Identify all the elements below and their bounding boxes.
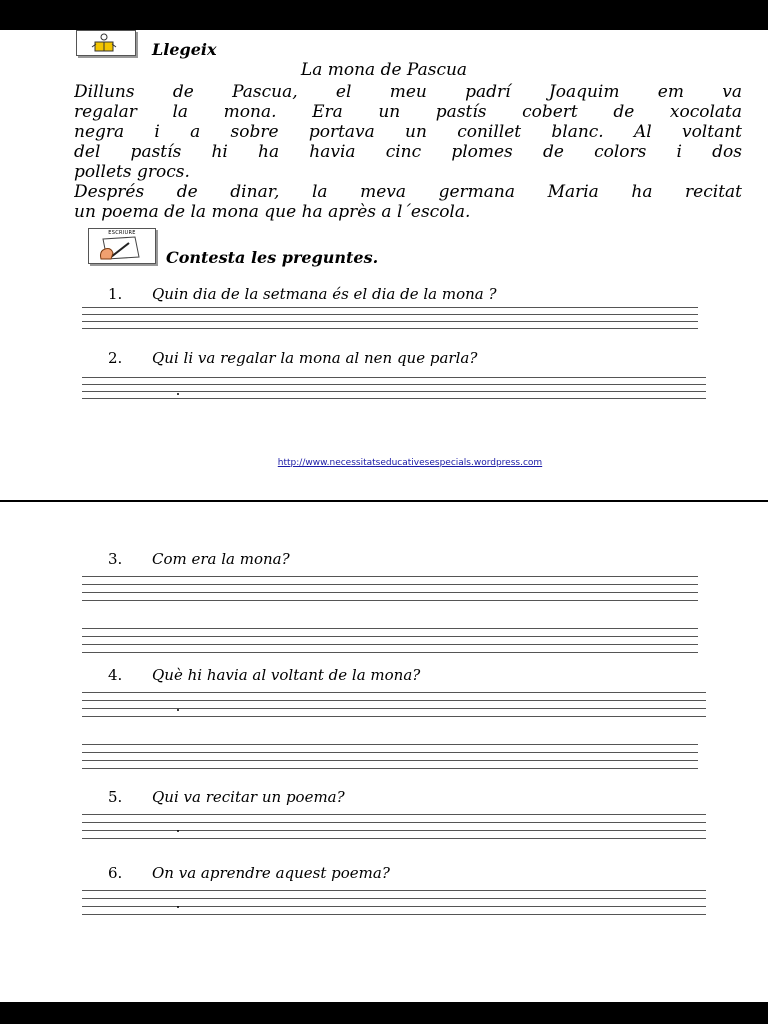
answer-line[interactable]: [82, 328, 698, 329]
story-line: regalar la mona. Era un pastís cobert de xocolata: [74, 102, 742, 122]
question-text: Què hi havia al voltant de la mona?: [152, 666, 421, 684]
answer-line[interactable]: [82, 600, 698, 601]
answer-line[interactable]: [82, 838, 706, 839]
answer-line[interactable]: [82, 898, 706, 899]
answer-line[interactable]: [82, 307, 698, 308]
answer-line[interactable]: [82, 768, 698, 769]
answer-line[interactable]: [82, 398, 706, 399]
answer-line[interactable]: [82, 592, 698, 593]
answer-line[interactable]: [82, 744, 698, 745]
answer-line[interactable]: [82, 752, 698, 753]
question-text: Com era la mona?: [152, 550, 290, 568]
answer-line[interactable]: [82, 708, 706, 709]
write-pictogram-label: ESCRIURE: [108, 230, 136, 236]
answer-line[interactable]: [82, 384, 706, 385]
answer-line[interactable]: [82, 906, 706, 907]
answer-line[interactable]: [82, 644, 698, 645]
story-line: Després de dinar, la meva germana Maria ha recitat: [74, 182, 742, 202]
answer-line[interactable]: [82, 628, 698, 629]
answer-line[interactable]: [82, 914, 706, 915]
dot-mark: [177, 906, 179, 908]
question-text: On va aprendre aquest poema?: [152, 864, 390, 882]
question-text: Qui li va regalar la mona al nen que parla?: [152, 349, 478, 367]
question-number: 2.: [108, 349, 123, 367]
question-2: [108, 349, 477, 367]
answer-line[interactable]: [82, 822, 706, 823]
question-4: [108, 666, 420, 684]
question-5: [108, 788, 345, 806]
question-number: 1.: [108, 285, 123, 303]
read-instruction: Llegeix: [152, 40, 217, 59]
answer-line[interactable]: [82, 814, 706, 815]
answer-line[interactable]: [82, 890, 706, 891]
answer-line[interactable]: [82, 576, 698, 577]
dot-mark: [177, 830, 179, 832]
worksheet-page-1: [0, 30, 768, 500]
answer-line[interactable]: [82, 314, 698, 315]
question-text: Quin dia de la setmana és el dia de la mona ?: [152, 285, 497, 303]
story-line: pollets grocs.: [74, 162, 190, 182]
question-6: [108, 864, 390, 882]
story-line: Dilluns de Pascua, el meu padrí Joaquim em va: [74, 82, 742, 102]
worksheet-page-2: [0, 502, 768, 1002]
answer-line[interactable]: [82, 377, 706, 378]
answer-line[interactable]: [82, 830, 706, 831]
dot-mark: [177, 709, 179, 711]
story-title: La mona de Pascua: [300, 60, 468, 80]
story-line: negra i a sobre portava un conillet blanc. Al voltant: [74, 122, 742, 142]
answer-line[interactable]: [82, 321, 698, 322]
answer-line[interactable]: [82, 391, 706, 392]
question-number: 6.: [108, 864, 123, 882]
question-number: 3.: [108, 550, 123, 568]
story-line: un poema de la mona que ha après a l´escola.: [74, 202, 471, 222]
answer-line[interactable]: [82, 584, 698, 585]
answer-line[interactable]: [82, 716, 706, 717]
story-line: del pastís hi ha havia cinc plomes de colors i dos: [74, 142, 742, 162]
question-3: [108, 550, 290, 568]
answer-line[interactable]: [82, 692, 706, 693]
question-number: 5.: [108, 788, 123, 806]
question-number: 4.: [108, 666, 123, 684]
answer-line[interactable]: [82, 636, 698, 637]
read-pictogram: [76, 30, 136, 56]
write-pictogram: [88, 228, 156, 264]
write-instruction: Contesta les preguntes.: [166, 248, 379, 267]
answer-line[interactable]: [82, 700, 706, 701]
source-link[interactable]: http://www.necessitatseducativesespecials.wordpress.com: [277, 458, 543, 468]
book-icon: [77, 31, 135, 55]
answer-line[interactable]: [82, 652, 698, 653]
question-1: [108, 285, 497, 303]
answer-line[interactable]: [82, 760, 698, 761]
dot-mark: [177, 393, 179, 395]
question-text: Qui va recitar un poema?: [152, 788, 345, 806]
